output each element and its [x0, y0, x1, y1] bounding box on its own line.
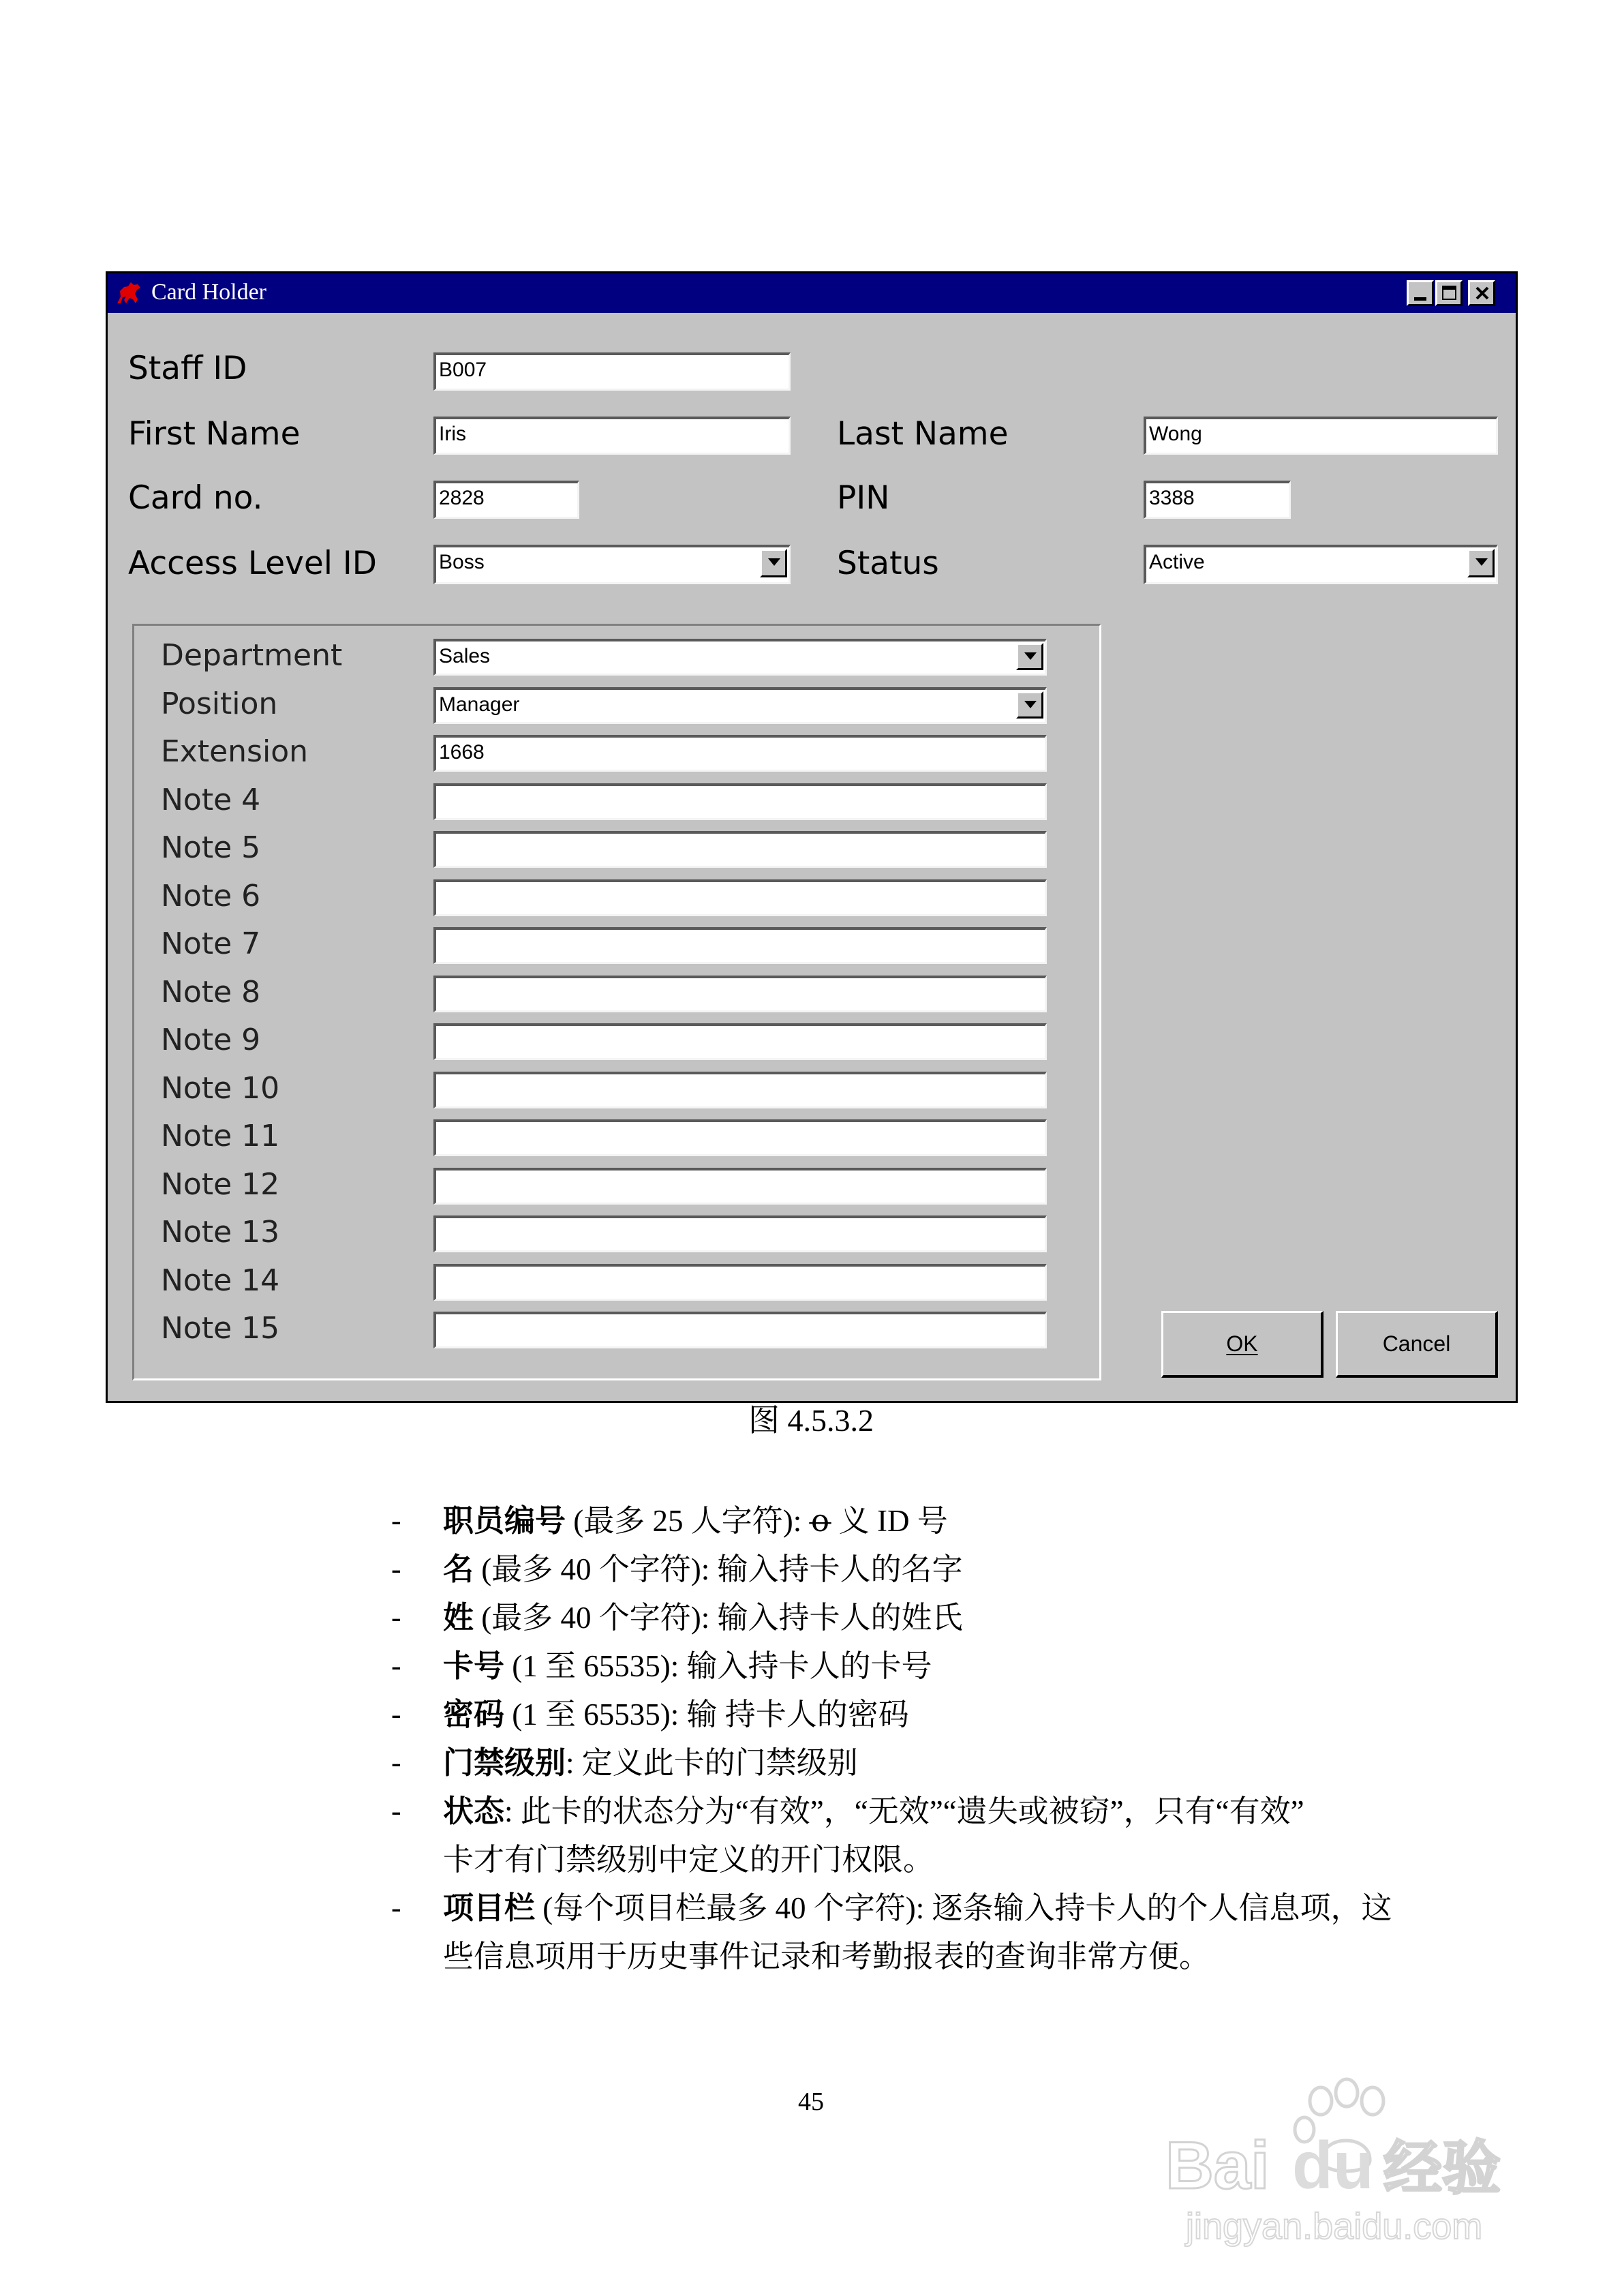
note-dropdown-button[interactable] — [1016, 691, 1043, 719]
minimize-icon — [1414, 297, 1426, 301]
note-input[interactable] — [433, 1215, 1047, 1252]
baidu-jingyan-watermark — [1159, 2072, 1540, 2250]
cancel-button-label: Cancel — [1382, 1331, 1451, 1356]
bullet-item — [443, 1545, 963, 1593]
note-select[interactable] — [433, 687, 1047, 724]
bullet-term: 职员编号 — [443, 1504, 566, 1538]
note-label: Position — [161, 686, 278, 721]
bullet-item — [443, 1594, 963, 1642]
note-label: Note 7 — [161, 926, 261, 961]
bullet-item — [443, 1836, 934, 1884]
watermark-jingyan: 经验 — [1383, 2134, 1501, 2203]
access-level-label: Access Level ID — [128, 545, 377, 582]
bullet-dash: - — [391, 1649, 401, 1682]
watermark-brand: Bai — [1165, 2128, 1270, 2203]
red-horse-icon — [114, 279, 143, 307]
card-holder-window — [106, 271, 1518, 1403]
note-input[interactable] — [433, 735, 1047, 772]
bullet-text: (最多 40 个字符): 输入持卡人的名字 — [474, 1552, 963, 1586]
chevron-down-icon — [1024, 701, 1037, 709]
bullet-dash: - — [391, 1601, 401, 1634]
note-label: Department — [161, 638, 343, 673]
access-level-select[interactable] — [433, 545, 791, 584]
card-no-label: Card no. — [128, 479, 263, 517]
bullet-text: 些信息项用于历史事件记录和考勤报表的查询非常方便。 — [443, 1939, 1210, 1974]
last-name-label: Last Name — [837, 415, 1009, 453]
page-number: 45 — [798, 2087, 824, 2116]
note-label: Note 9 — [161, 1023, 261, 1057]
maximize-icon — [1442, 286, 1457, 301]
note-input[interactable] — [433, 1312, 1047, 1348]
chevron-down-icon — [768, 558, 780, 567]
figure-caption: 图 4.5.3.2 — [748, 1403, 874, 1438]
note-label: Note 10 — [161, 1071, 280, 1106]
bullet-text: (每个项目栏最多 40 个字符): 逐条输入持卡人的个人信息项，这 — [535, 1891, 1392, 1925]
note-input[interactable] — [433, 1119, 1047, 1156]
bullet-text: (1 至 65535): 输入持卡人的卡号 — [504, 1649, 932, 1683]
bullet-term: 项目栏 — [443, 1891, 536, 1925]
bullet-item — [443, 1642, 932, 1690]
bullet-dash: - — [391, 1552, 401, 1586]
watermark-brand-du: du — [1292, 2128, 1374, 2203]
close-button[interactable] — [1468, 280, 1495, 306]
bullet-term: 门禁级别 — [443, 1746, 566, 1780]
note-value: Manager — [439, 693, 520, 716]
note-value: 1668 — [439, 741, 485, 764]
status-value: Active — [1149, 551, 1205, 573]
chevron-down-icon — [1024, 652, 1037, 661]
note-label: Note 5 — [161, 830, 261, 865]
note-input[interactable] — [433, 831, 1047, 868]
bullet-item — [443, 1739, 858, 1787]
bullet-item — [443, 1497, 948, 1545]
bullet-text: : 此卡的状态分为“有效”，“无效”“遗失或被窃”，只有“有效” — [504, 1794, 1304, 1828]
note-input[interactable] — [433, 1023, 1047, 1060]
note-label: Extension — [161, 734, 309, 769]
note-label: Note 14 — [161, 1263, 280, 1298]
watermark-url: jingyan.baidu.com — [1186, 2206, 1483, 2247]
first-name-label: First Name — [128, 415, 301, 453]
access-level-dropdown-button[interactable] — [760, 549, 787, 577]
note-label: Note 15 — [161, 1311, 280, 1346]
ok-button-label: OK — [1226, 1331, 1258, 1356]
access-level-value: Boss — [439, 551, 485, 573]
bullet-text: (1 至 65535): 输 持卡人的密码 — [504, 1697, 909, 1732]
bullet-text: (最多 40 个字符): 输入持卡人的姓氏 — [474, 1601, 963, 1635]
window-title: Card Holder — [151, 280, 267, 305]
note-input[interactable] — [433, 1168, 1047, 1205]
bullet-text: 卡才有门禁级别中定义的开门权限。 — [443, 1843, 934, 1877]
note-dropdown-button[interactable] — [1016, 643, 1043, 670]
minimize-button[interactable] — [1407, 280, 1434, 306]
note-input[interactable] — [433, 783, 1047, 820]
title-bar[interactable] — [108, 273, 1516, 313]
note-label: Note 8 — [161, 975, 261, 1010]
bullet-text: : 定义此卡的门禁级别 — [566, 1746, 858, 1780]
bullet-dash: - — [391, 1697, 401, 1731]
bullet-item — [443, 1787, 1304, 1835]
bullet-item — [443, 1933, 1210, 1980]
note-input[interactable] — [433, 927, 1047, 964]
ok-button[interactable] — [1161, 1311, 1323, 1378]
chevron-down-icon — [1475, 558, 1488, 567]
first-name-input[interactable]: Iris — [433, 417, 791, 455]
bullet-term: 密码 — [443, 1697, 505, 1732]
note-input[interactable] — [433, 976, 1047, 1012]
bullet-item — [443, 1691, 909, 1738]
note-label: Note 11 — [161, 1119, 280, 1153]
bullet-term: 卡号 — [443, 1649, 505, 1683]
last-name-input[interactable]: Wong — [1144, 417, 1498, 455]
bullet-term: 姓 — [443, 1601, 474, 1635]
bullet-dash: - — [391, 1746, 401, 1779]
bullet-item — [443, 1884, 1392, 1932]
note-input[interactable] — [433, 1264, 1047, 1301]
bullet-dash: - — [391, 1504, 401, 1537]
bullet-dash: - — [391, 1794, 401, 1828]
note-input[interactable] — [433, 879, 1047, 916]
bullet-term: 状态 — [443, 1794, 505, 1828]
card-no-input[interactable]: 2828 — [433, 481, 579, 519]
bullet-dash: - — [391, 1891, 401, 1924]
note-label: Note 12 — [161, 1167, 280, 1202]
staff-id-label: Staff ID — [128, 350, 247, 387]
maximize-button[interactable] — [1435, 280, 1463, 306]
note-label: Note 4 — [161, 783, 261, 817]
status-dropdown-button[interactable] — [1467, 549, 1495, 577]
close-icon — [1475, 286, 1490, 301]
note-label: Note 13 — [161, 1215, 280, 1250]
note-value: Sales — [439, 645, 491, 667]
status-select[interactable] — [1144, 545, 1498, 584]
pin-input[interactable]: 3388 — [1144, 481, 1291, 519]
bullet-term: 名 — [443, 1552, 474, 1586]
status-label: Status — [837, 545, 939, 582]
pin-label: PIN — [837, 479, 890, 517]
cancel-button[interactable] — [1336, 1311, 1498, 1378]
note-input[interactable] — [433, 1072, 1047, 1108]
note-label: Note 6 — [161, 879, 261, 913]
bullet-text: (最多 25 人字符): ꝋ 义 ID 号 — [566, 1504, 948, 1538]
staff-id-input[interactable]: B007 — [433, 352, 791, 391]
note-select[interactable] — [433, 639, 1047, 676]
